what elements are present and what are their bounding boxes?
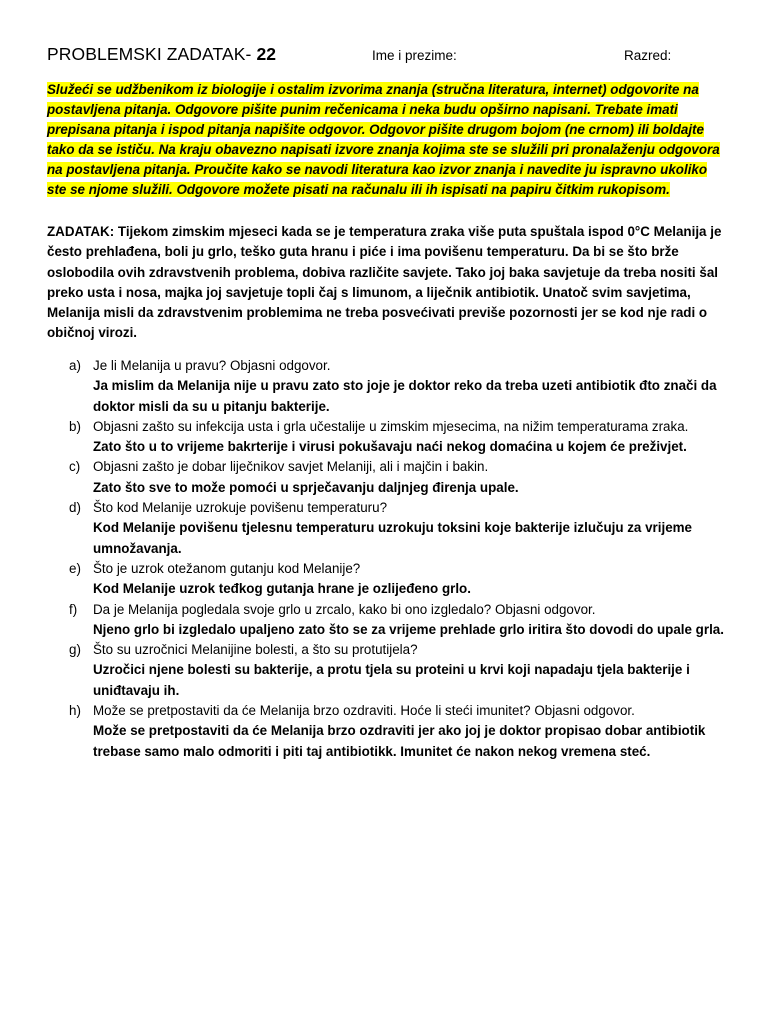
question-letter: b) — [69, 418, 81, 434]
question-item-h — [47, 701, 737, 762]
question-letter: c) — [69, 459, 81, 475]
answer-text: Kod Melanije uzrok teđkog gutanja hrane je ozlijeđeno grlo. — [93, 581, 471, 597]
question-text: Objasni zašto je dobar liječnikov savjet Melaniji, ali i majčin i bakin. — [93, 459, 489, 475]
question-item-c — [47, 457, 737, 498]
instructions-block — [47, 80, 725, 201]
question-item-f — [47, 600, 737, 641]
title-number: 22 — [256, 44, 277, 64]
name-label: Ime i prezime: — [372, 48, 457, 63]
page-title — [47, 44, 276, 65]
question-item-e — [47, 559, 737, 600]
question-item-a — [47, 356, 737, 417]
question-letter: d) — [69, 500, 81, 516]
question-letter: a) — [69, 358, 81, 373]
answer-text: Ja mislim da Melanija nije u pravu zato sto joje je doktor reko da treba uzeti antibiotik đto znači da doktor misli da su u pitanju bakterije. — [93, 378, 717, 414]
question-item-d — [47, 498, 737, 559]
question-text: Da je Melanija pogledala svoje grlo u zrcalo, kako bi ono izgledalo? Objasni odgovor. — [93, 601, 596, 617]
document-header — [47, 44, 737, 72]
answer-text: Uzročici njene bolesti su bakterije, a protu tjela su proteini u krvi koji napadaju tjela bakterije i uniđtavaju ih. — [93, 662, 690, 698]
question-text: Što su uzročnici Melanijine bolesti, a što su protutijela? — [93, 642, 418, 658]
question-item-b — [47, 417, 737, 458]
instructions-text: Služeći se udžbenikom iz biologije i ostalim izvorima znanja (stručna literatura, internet) odgovorite na postavljena pitanja. Odgovore pišite punim rečenicama i neka budu opširno napisani. Trebate imati prepisana pitanja i ispod pitanja napišite odgovor. Odgovor pišite drugom bojom (ne crnom) ili boldajte tako da se ističu. Na kraju obavezno napisati izvore znanja kojima ste se služili pri pronalaženju odgovora na postavljena pitanja. Proučite kako se navodi literatura kao izvor znanja i navedite ju ispravno ukoliko ste se njome služili. Odgovore možete pisati na računalu ili ih ispisati na papiru čitkim rukopisom. — [47, 82, 720, 198]
answer-text: Može se pretpostaviti da će Melanija brzo ozdraviti jer ako joj je doktor propisao dobar antibiotik trebase samo malo odmoriti i piti taj antibiotikk. Imunitet će nakon nekog vremena steć. — [93, 723, 706, 759]
answer-text: Kod Melanije povišenu tjelesnu temperaturu uzrokuju toksini koje bakterije izlučuju za vrijeme umnožavanja. — [93, 520, 693, 556]
question-item-g — [47, 640, 737, 701]
question-list — [47, 356, 737, 762]
question-text: Što je uzrok otežanom gutanju kod Melanije? — [93, 560, 361, 576]
question-text: Može se pretpostaviti da će Melanija brzo ozdraviti. Hoće li steći imunitet? Objasni odgovor. — [93, 703, 635, 719]
question-letter: h) — [69, 703, 81, 719]
question-text: Objasni zašto su infekcija usta i grla učestalije u zimskim mjesecima, na nižim temperaturama zraka. — [93, 418, 689, 434]
question-letter: f) — [69, 601, 78, 617]
answer-text: Njeno grlo bi izgledalo upaljeno zato što se za vrijeme prehlade grlo iritira što dovodi do upale grla. — [93, 621, 724, 637]
question-text: Je li Melanija u pravu? Objasni odgovor. — [93, 358, 331, 373]
answer-text: Zato što sve to može pomoći u sprječavanju daljnjeg đirenja upale. — [93, 479, 519, 495]
answer-text: Zato što u to vrijeme bakrterije i virusi pokušavaju naći nekog domaćina u kojem će preživjet. — [93, 439, 687, 455]
question-text: Što kod Melanije uzrokuje povišenu temperaturu? — [93, 500, 388, 516]
question-letter: e) — [69, 560, 81, 576]
title-prefix: PROBLEMSKI ZADATAK- — [47, 44, 257, 64]
question-letter: g) — [69, 642, 81, 658]
task-description: ZADATAK: Tijekom zimskim mjeseci kada se je temperatura zraka više puta spuštala ispod 0°C Melanija je često prehlađena, boli ju grlo, teško guta hranu i piće i ima povišenu temperaturu. Da bi se što brže oslobodila ovih zdravstvenih problema, dobiva različite savjete. Tako joj baka savjetuje da treba nositi šal preko usta i nosa, majka joj savjetuje topli čaj s limunom, a liječnik antibiotik. Unatoč svim savjetima, Melanija misli da zdravstvenim problemima ne treba posvećivati previše pozornosti jer se kod nje radi o običnoj virozi. — [47, 224, 722, 341]
class-label: Razred: — [624, 48, 672, 63]
